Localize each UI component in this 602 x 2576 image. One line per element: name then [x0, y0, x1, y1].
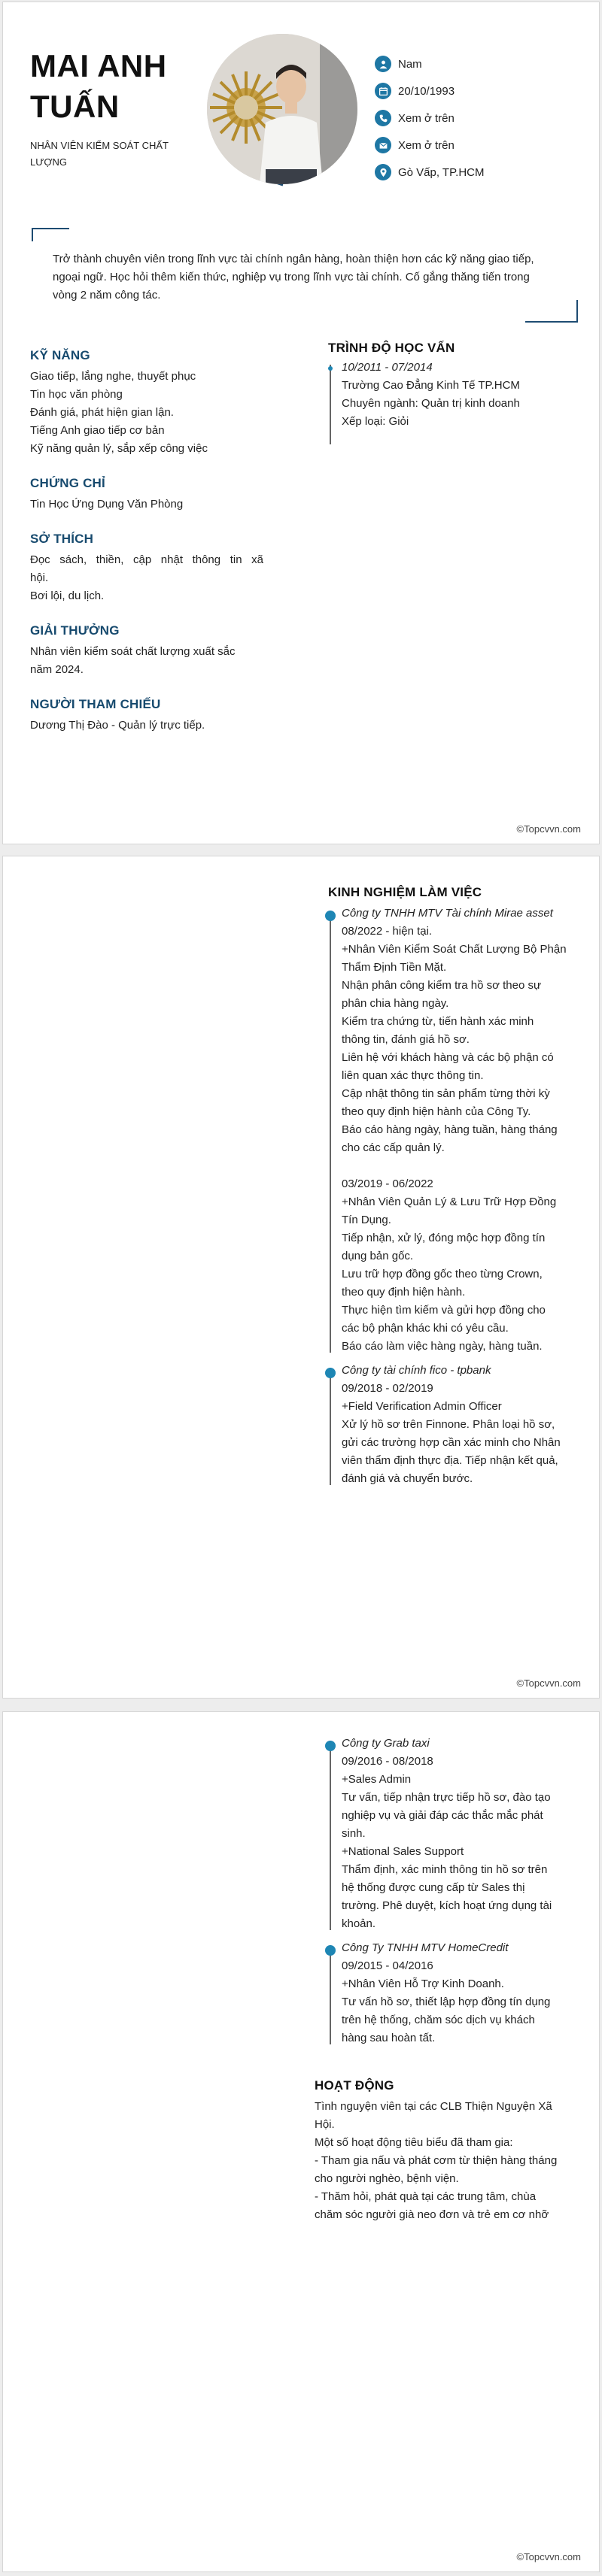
detail-line: dụng bản gốc. — [342, 1250, 414, 1262]
references-heading: NGƯỜI THAM CHIẾU — [30, 697, 161, 711]
education-grade: Xếp loại: Giỏi — [342, 415, 409, 428]
detail-line: Tư vấn, tiếp nhận trực tiếp hồ sơ, đào tạo — [342, 1791, 551, 1804]
detail-line: +Nhân Viên Hỗ Trợ Kinh Doanh. — [342, 1977, 504, 1990]
detail-line: - Thăm hỏi, phát quà tại các trung tâm, chùa — [315, 2190, 537, 2203]
detail-line: cho các cấp quản lý. — [342, 1141, 445, 1154]
cv-page-3 — [2, 1711, 600, 2572]
job-title: NHÂN VIÊN KIỂM SOÁT CHẤT LƯỢNG — [30, 140, 169, 168]
detail-line: 09/2018 - 02/2019 — [342, 1382, 433, 1395]
detail-line: Cập nhật thông tin sản phẩm từng thời kỳ — [342, 1087, 550, 1100]
timeline-dot — [325, 1945, 336, 1956]
certificate-item: Tin Học Ứng Dụng Văn Phòng — [30, 498, 184, 511]
contact-email[interactable] — [375, 136, 593, 154]
name-line-2: TUẤN — [30, 89, 120, 124]
timeline-dot — [325, 1368, 336, 1378]
references-section — [30, 696, 263, 735]
detail-line: Hội. — [315, 2118, 335, 2131]
detail-line: Báo cáo làm việc hàng ngày, hàng tuần. — [342, 1340, 543, 1353]
detail-line: +National Sales Support — [342, 1845, 464, 1858]
education-entry — [330, 359, 576, 431]
detail-line: Thẩm Định Tiền Mặt. — [342, 961, 447, 974]
company-name: Công Ty TNHH MTV HomeCredit — [342, 1941, 509, 1954]
email-icon — [375, 137, 391, 153]
detail-line: Xử lý hồ sơ trên Finnone. Phân loại hồ sơ, — [342, 1418, 555, 1431]
contact-address — [375, 163, 593, 181]
job-details — [342, 1957, 576, 2047]
awards-heading: GIẢI THƯỞNG — [30, 623, 120, 638]
detail-line: Kiểm tra chứng từ, tiến hành xác minh — [342, 1015, 534, 1028]
detail-line: Tiếp nhận, xử lý, đóng mộc hợp đồng tín — [342, 1232, 546, 1244]
skills-section — [30, 347, 263, 458]
address-text: Gò Vấp, TP.HCM — [398, 165, 485, 179]
detail-line: +Field Verification Admin Officer — [342, 1400, 502, 1413]
detail-line: 08/2022 - hiện tại. — [342, 925, 433, 938]
objective-text — [53, 250, 564, 305]
detail-line: 03/2019 - 06/2022 — [342, 1177, 433, 1190]
timeline-dot — [325, 1741, 336, 1751]
email-text[interactable]: Xem ở trên — [398, 138, 455, 152]
detail-line: theo quy định hiện hành. — [342, 1286, 466, 1299]
contact-info — [375, 55, 593, 190]
detail-line: Một số hoạt động tiêu biểu đã tham gia: — [315, 2136, 513, 2149]
detail-line: Thực hiện tìm kiếm và gửi hợp đồng cho — [342, 1304, 546, 1317]
profile-photo — [207, 34, 357, 184]
timeline-line — [330, 911, 331, 1353]
footer-watermark: ©Topcvvn.com — [516, 823, 581, 835]
job-details — [342, 923, 576, 1356]
detail-line: liên quan xác thực thông tin. — [342, 1069, 484, 1082]
name-line-1: MAI ANH — [30, 48, 167, 83]
objective-line: ngoại ngữ. Học hỏi thêm kiến thức, nghiệp vụ trong lĩnh vực tài chính. Cố gắng thăng tiến trong — [53, 271, 530, 283]
company-name: Công ty Grab taxi — [342, 1737, 430, 1750]
education-heading: TRÌNH ĐỘ HỌC VẤN — [328, 341, 455, 355]
footer-watermark: ©Topcvvn.com — [516, 1677, 581, 1689]
detail-line: - Tham gia nấu và phát cơm từ thiện hàng tháng — [315, 2154, 558, 2167]
detail-line: hệ thống được cung cấp từ Sales thị — [342, 1881, 525, 1894]
user-icon — [375, 56, 391, 72]
contact-phone[interactable] — [375, 109, 593, 127]
contact-gender — [375, 55, 593, 73]
hobby-line: hội. — [30, 571, 49, 584]
skill-item: Tin học văn phòng — [30, 388, 123, 401]
detail-line: cho người nghèo, bệnh viện. — [315, 2172, 459, 2185]
detail-line: gửi các trường hợp cần xác minh cho Nhân — [342, 1436, 561, 1449]
detail-line: +Nhân Viên Quản Lý & Lưu Trữ Hợp Đồng — [342, 1196, 557, 1208]
company-name: Công ty TNHH MTV Tài chính Mirae asset — [342, 907, 553, 920]
detail-line: +Sales Admin — [342, 1773, 412, 1786]
detail-line: các bộ phận khác khi có yêu cầu. — [342, 1322, 509, 1335]
detail-line — [342, 1157, 576, 1175]
detail-line: nghiệp vụ và giải đáp các thắc mắc phát — [342, 1809, 543, 1822]
hobby-line: Đọc sách, thiền, cập nhật thông tin xã — [30, 553, 263, 566]
detail-line: phân chia hàng ngày. — [342, 997, 449, 1010]
timeline-dot — [325, 911, 336, 921]
timeline-line — [330, 1741, 331, 1930]
detail-line: theo quy định hiện hành của Công Ty. — [342, 1105, 531, 1118]
career-objective — [32, 228, 578, 323]
award-line: Nhân viên kiểm soát chất lượng xuất sắc — [30, 645, 236, 658]
gender-text: Nam — [398, 57, 422, 71]
corner-decoration-top-left — [32, 228, 69, 243]
education-period: 10/2011 - 07/2014 — [342, 361, 433, 374]
skill-item: Giao tiếp, lắng nghe, thuyết phục — [30, 370, 196, 383]
experience-entry — [330, 905, 576, 1356]
awards-section — [30, 622, 263, 679]
footer-watermark: ©Topcvvn.com — [516, 2551, 581, 2562]
calendar-icon — [375, 83, 391, 99]
detail-line: Nhận phân công kiểm tra hồ sơ theo sự — [342, 979, 542, 992]
cv-page-2 — [2, 856, 600, 1699]
timeline-line — [330, 1368, 331, 1485]
education-section — [328, 341, 576, 431]
experience-continued — [328, 1735, 576, 2047]
timeline-line — [330, 365, 331, 444]
detail-line: sinh. — [342, 1827, 366, 1840]
job-details — [342, 1380, 576, 1488]
objective-line: vòng 2 năm công tác. — [53, 289, 161, 302]
detail-line: Liên hệ với khách hàng và các bộ phận có — [342, 1051, 554, 1064]
detail-line: Tín Dụng. — [342, 1214, 391, 1226]
phone-icon — [375, 110, 391, 126]
award-line: năm 2024. — [30, 663, 84, 676]
detail-line: viên thẩm định thực địa. Tiếp nhận kết quả, — [342, 1454, 558, 1467]
detail-line: +Nhân Viên Kiểm Soát Chất Lượng Bộ Phận — [342, 943, 567, 956]
hobbies-section — [30, 530, 263, 605]
left-column — [30, 347, 263, 751]
skill-item: Đánh giá, phát hiện gian lận. — [30, 406, 174, 419]
job-details — [342, 1753, 576, 1933]
company-name: Công ty tài chính fico - tpbank — [342, 1364, 491, 1377]
location-pin-icon — [375, 164, 391, 180]
detail-line: hàng sau hoàn tất. — [342, 2032, 436, 2044]
contact-birthday — [375, 82, 593, 100]
cv-page-1 — [2, 2, 600, 844]
objective-line: Trở thành chuyên viên trong lĩnh vực tài chính ngân hàng, hoàn thiện hơn các kỹ năng giao tiếp, — [53, 253, 534, 265]
skill-item: Tiếng Anh giao tiếp cơ bản — [30, 424, 165, 437]
phone-text[interactable]: Xem ở trên — [398, 111, 455, 125]
detail-line: 09/2015 - 04/2016 — [342, 1959, 433, 1972]
detail-line: 09/2016 - 08/2018 — [342, 1755, 433, 1768]
experience-section — [328, 885, 576, 1488]
detail-line: Tư vấn hồ sơ, thiết lập hợp đồng tín dụng — [342, 1996, 551, 2008]
detail-line: chăm sóc người già neo đơn và trẻ em cơ nhỡ — [315, 2208, 549, 2221]
detail-line: trên hệ thống, chăm sóc dịch vụ khách — [342, 2014, 535, 2026]
activities-heading: HOẠT ĐỘNG — [315, 2078, 394, 2093]
detail-line: đánh giá và chuyển bước. — [342, 1472, 473, 1485]
detail-line: Tình nguyện viên tại các CLB Thiện Nguyện Xã — [315, 2100, 552, 2113]
detail-line: trường. Phê duyệt, kích hoạt ứng dụng tài — [342, 1899, 552, 1912]
birthday-text: 20/10/1993 — [398, 84, 455, 98]
detail-line: thông tin, đánh giá hồ sơ. — [342, 1033, 470, 1046]
certificates-heading: CHỨNG CHỈ — [30, 476, 105, 490]
timeline-line — [330, 1945, 331, 2044]
detail-line: Lưu trữ hợp đồng gốc theo từng Crown, — [342, 1268, 543, 1280]
detail-line: khoản. — [342, 1917, 376, 1930]
experience-entry — [330, 1362, 576, 1488]
timeline-dot — [328, 366, 333, 371]
experience-heading: KINH NGHIỆM LÀM VIỆC — [328, 885, 482, 899]
detail-line: Thẩm định, xác minh thông tin hồ sơ trên — [342, 1863, 548, 1876]
detail-line: Báo cáo hàng ngày, hàng tuần, hàng tháng — [342, 1123, 558, 1136]
school-name: Trường Cao Đẳng Kinh Tế TP.HCM — [342, 379, 520, 392]
activities-text — [315, 2098, 578, 2224]
skill-item: Kỹ năng quản lý, sắp xếp công việc — [30, 442, 208, 455]
education-major: Chuyên ngành: Quản trị kinh doanh — [342, 397, 520, 410]
hobbies-heading: SỞ THÍCH — [30, 532, 94, 546]
reference-item: Dương Thị Đào - Quản lý trực tiếp. — [30, 719, 205, 732]
activities-section — [315, 2077, 578, 2224]
certificates-section — [30, 474, 263, 514]
hobby-line: Bơi lội, du lịch. — [30, 589, 105, 602]
experience-entry — [330, 1939, 576, 2047]
experience-entry — [330, 1735, 576, 1933]
skills-heading: KỸ NĂNG — [30, 348, 90, 362]
candidate-name — [30, 46, 226, 127]
